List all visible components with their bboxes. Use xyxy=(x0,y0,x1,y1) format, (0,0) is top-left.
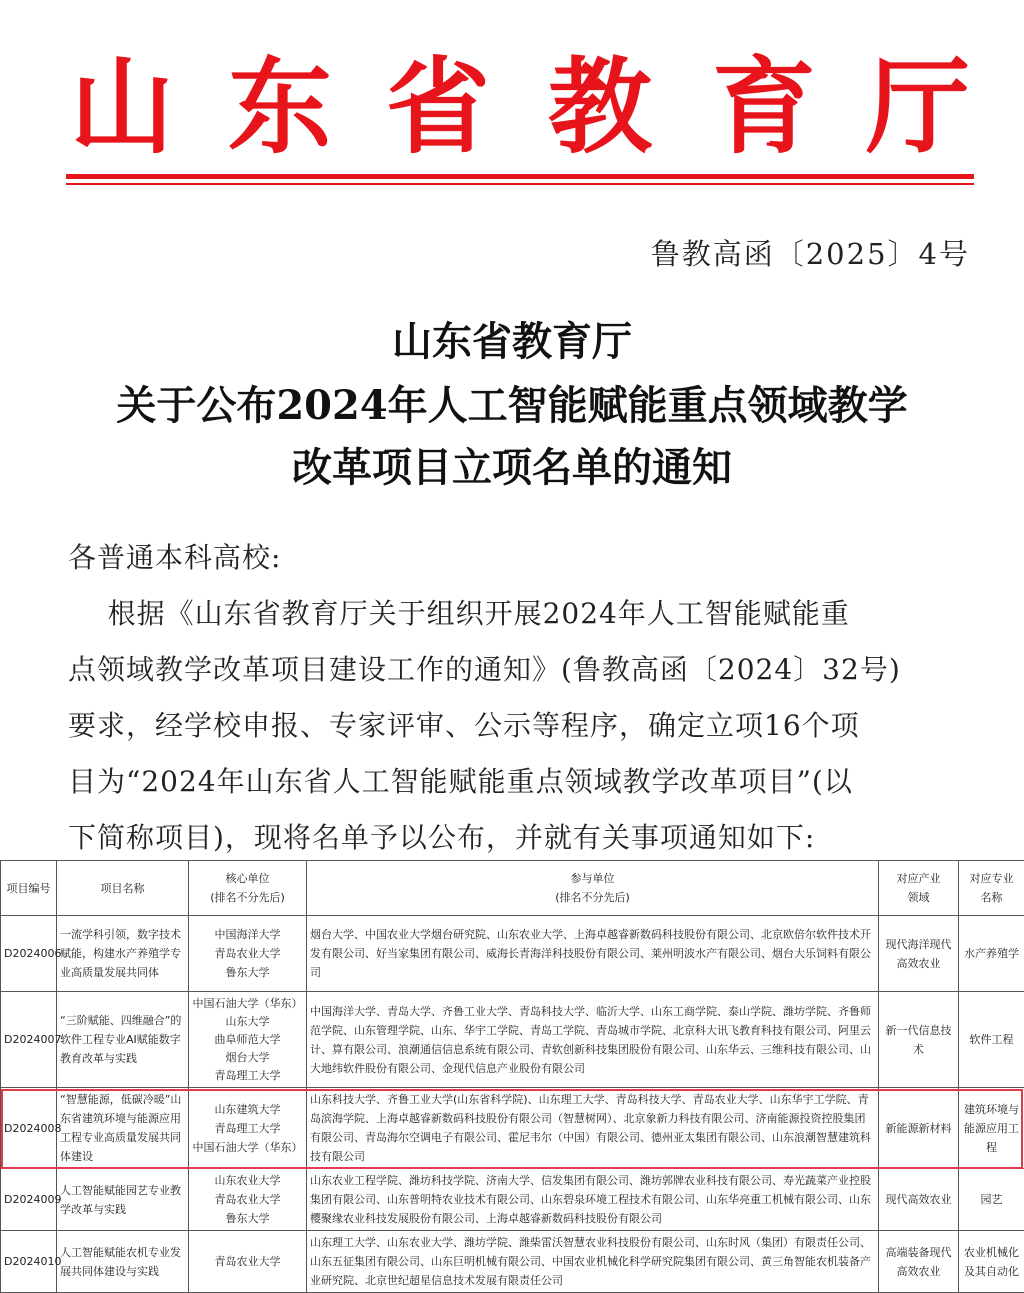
masthead-rule-thin xyxy=(66,183,974,185)
header-id: 项目编号 xyxy=(1,861,57,916)
cell-id: D2024010 xyxy=(1,1231,57,1293)
salutation: 各普通本科高校: xyxy=(68,536,968,576)
cell-partners: 山东理工大学、山东农业大学、潍坊学院、潍柴雷沃智慧农业科技股份有限公司、山东时风（集团）有限责任公司、山东五征集团有限公司、山东巨明机械有限公司、中国农业机械化科学研究院集团有限公司、黄三角智能农机装备产业研究院、北京世纪超星信息技术发展有限责任公司 xyxy=(307,1231,879,1293)
header-name: 项目名称 xyxy=(57,861,189,916)
body-line: 点领域教学改革项目建设工作的通知》(鲁教高函〔2024〕32号) xyxy=(68,648,968,688)
cell-core: 山东农业大学 青岛农业大学 鲁东大学 xyxy=(189,1169,307,1231)
cell-id: D2024006 xyxy=(1,916,57,992)
cell-major: 农业机械化及其自动化 xyxy=(959,1231,1024,1293)
cell-core: 山东建筑大学 青岛理工大学 中国石油大学（华东） xyxy=(189,1088,307,1169)
table-row-highlighted xyxy=(1,1088,1024,1169)
body-line: 根据《山东省教育厅关于组织开展2024年人工智能赋能重 xyxy=(68,592,968,632)
masthead-char: 山 xyxy=(70,52,174,162)
cell-id: D2024007 xyxy=(1,992,57,1088)
cell-name: 人工智能赋能园艺专业教学改革与实践 xyxy=(57,1169,189,1231)
cell-industry: 现代海洋现代高效农业 xyxy=(879,916,959,992)
table-row xyxy=(1,916,1024,992)
title-line-1: 山东省教育厅 xyxy=(0,310,1024,367)
cell-name: 人工智能赋能农机专业发展共同体建设与实践 xyxy=(57,1231,189,1293)
table-row xyxy=(1,992,1024,1088)
cell-name: 一流学科引领，数字技术赋能，构建水产养殖学专业高质量发展共同体 xyxy=(57,916,189,992)
masthead xyxy=(0,52,1024,162)
cell-industry: 现代高效农业 xyxy=(879,1169,959,1231)
masthead-char: 省 xyxy=(386,52,490,162)
body-line: 下简称项目)，现将名单予以公布，并就有关事项通知如下: xyxy=(68,816,968,856)
cell-major: 园艺 xyxy=(959,1169,1024,1231)
title-line-2: 关于公布2024年人工智能赋能重点领域教学 xyxy=(0,374,1024,431)
table-row xyxy=(1,1169,1024,1231)
cell-major: 建筑环境与能源应用工程 xyxy=(959,1088,1024,1169)
table-header-row xyxy=(1,861,1024,916)
body-line: 要求，经学校申报、专家评审、公示等程序，确定立项16个项 xyxy=(68,704,968,744)
masthead-char: 东 xyxy=(228,52,332,162)
project-table xyxy=(0,860,1024,1293)
header-major: 对应专业 名称 xyxy=(959,861,1024,916)
cell-core: 中国海洋大学 青岛农业大学 鲁东大学 xyxy=(189,916,307,992)
cell-core: 中国石油大学（华东） 山东大学 曲阜师范大学 烟台大学 青岛理工大学 xyxy=(189,992,307,1088)
cell-partners: 烟台大学、中国农业大学烟台研究院、山东农业大学、上海卓越睿新数码科技股份有限公司、北京欧倍尔软件技术开发有限公司、好当家集团有限公司、威海长青海洋科技股份有限公司、莱州明波水产有限公司、烟台大乐饲料有限公司 xyxy=(307,916,879,992)
cell-partners: 山东科技大学、齐鲁工业大学(山东省科学院)、山东理工大学、青岛科技大学、青岛农业大学、山东华宇工学院、青岛滨海学院、上海卓越睿新数码科技股份有限公司（智慧树网）、北京象新力科技有限公司、济南能源投资控股集团有限公司、青岛海尔空调电子有限公司、霍尼韦尔（中国）有限公司、德州亚太集团有限公司、山东浪潮智慧建筑科技有限公司 xyxy=(307,1088,879,1169)
table-row xyxy=(1,1231,1024,1293)
cell-name: “智慧能源，低碳冷暖”山东省建筑环境与能源应用工程专业高质量发展共同体建设 xyxy=(57,1088,189,1169)
cell-major: 软件工程 xyxy=(959,992,1024,1088)
header-industry: 对应产业 领域 xyxy=(879,861,959,916)
title-line-3: 改革项目立项名单的通知 xyxy=(0,436,1024,493)
body-line: 目为“2024年山东省人工智能赋能重点领域教学改革项目”(以 xyxy=(68,760,968,800)
header-core: 核心单位 (排名不分先后) xyxy=(189,861,307,916)
masthead-char: 厅 xyxy=(866,52,970,162)
masthead-char: 育 xyxy=(712,52,816,162)
cell-industry: 新能源新材料 xyxy=(879,1088,959,1169)
cell-major: 水产养殖学 xyxy=(959,916,1024,992)
cell-partners: 山东农业工程学院、潍坊科技学院、济南大学、信发集团有限公司、潍坊郭牌农业科技有限公司、寿光蔬菜产业控股集团有限公司、山东普明特农业技术有限公司、山东碧泉环境工程技术有限公司、山东华亮重工机械有限公司、山东樱聚缘农业科技发展股份有限公司、上海卓越睿新数码科技股份有限公司 xyxy=(307,1169,879,1231)
masthead-char: 教 xyxy=(548,52,652,162)
cell-partners: 中国海洋大学、青岛大学、齐鲁工业大学、青岛科技大学、临沂大学、山东工商学院、泰山学院、潍坊学院、齐鲁师范学院、山东管理学院、山东、华宇工学院、青岛工学院、青岛城市学院、北京科大讯飞教育科技有限公司、阿里云计、算有限公司、浪潮通信信息系统有限公司、青软创新科技集团股份有限公司、山东华云、三维科技有限公司、山大地纬软件股份有限公司、金现代信息产业股份有限公司 xyxy=(307,992,879,1088)
cell-core: 青岛农业大学 xyxy=(189,1231,307,1293)
cell-name: “三阶赋能、四维融合”的软件工程专业AI赋能数字教育改革与实践 xyxy=(57,992,189,1088)
cell-industry: 新一代信息技术 xyxy=(879,992,959,1088)
document-number: 鲁教高函〔2025〕4号 xyxy=(651,232,970,273)
header-partners: 参与单位 (排名不分先后) xyxy=(307,861,879,916)
cell-industry: 高端装备现代高效农业 xyxy=(879,1231,959,1293)
cell-id: D2024009 xyxy=(1,1169,57,1231)
masthead-rule-thick xyxy=(66,174,974,179)
cell-id: D2024008 xyxy=(1,1088,57,1169)
